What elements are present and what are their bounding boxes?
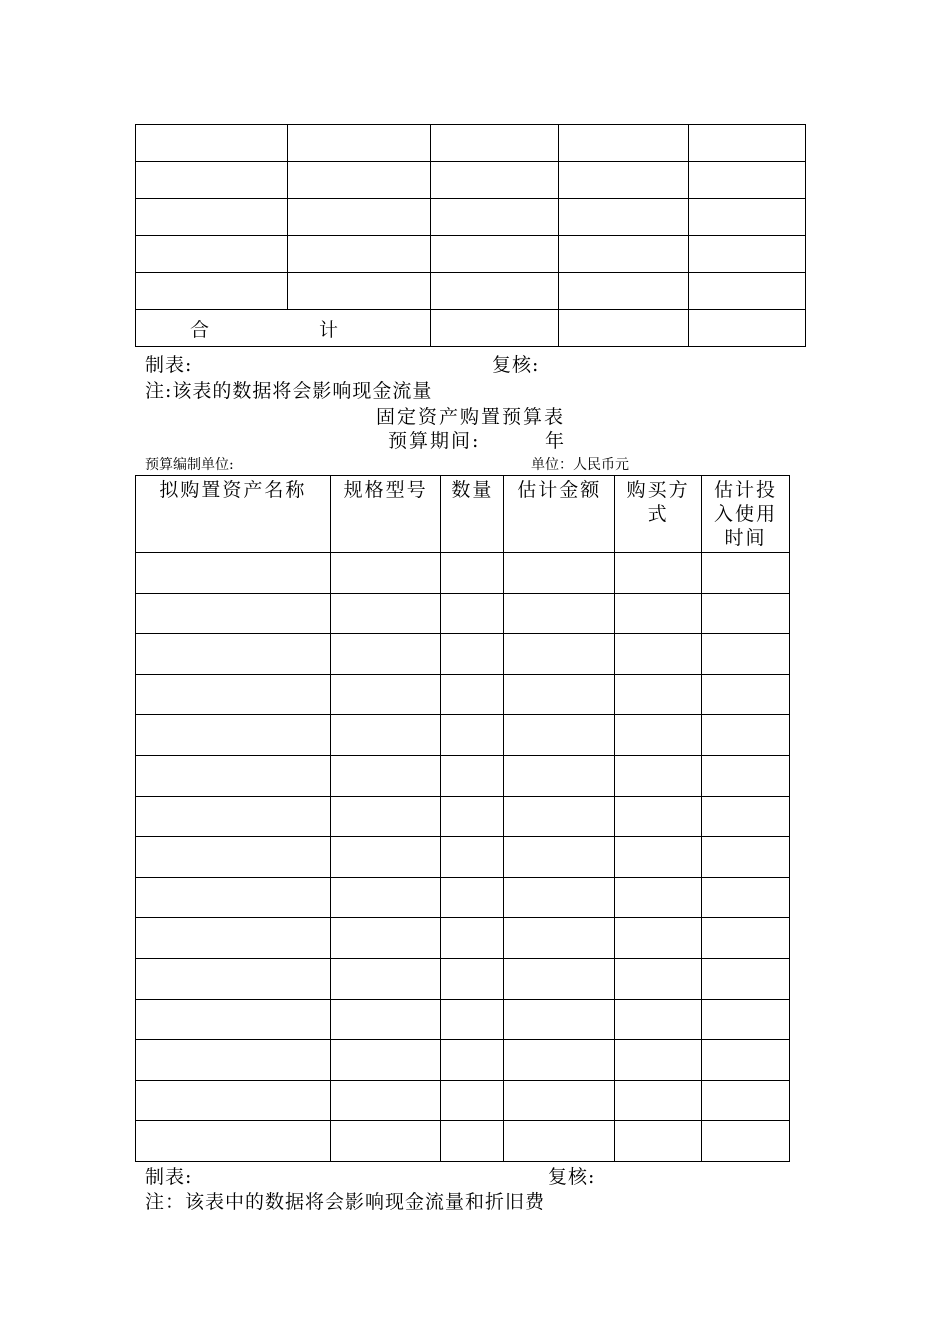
asset-table-continued [135,124,806,347]
table-cell [441,593,504,634]
table-cell [615,715,702,756]
table-cell [330,553,441,594]
table-cell [441,1121,504,1162]
table-cell [136,877,331,918]
table-cell [702,999,790,1040]
maker-label-2: 制表: [145,1166,193,1188]
table-row [136,877,790,918]
table-cell [136,1080,331,1121]
table-cell [504,1080,615,1121]
currency-label: 单位：人民币元 [531,457,629,473]
table-cell [504,634,615,675]
header-spec-model: 规格型号 [330,476,441,553]
table-cell [441,837,504,878]
table-cell [441,918,504,959]
table-cell [441,755,504,796]
table-cell [136,796,331,837]
table-cell [702,715,790,756]
header-purchase-line-2: 式 [647,503,669,525]
table-cell [702,796,790,837]
table-cell [504,553,615,594]
table-cell [504,1121,615,1162]
header-purchase-method [615,476,702,553]
table-cell [330,715,441,756]
table-cell [136,999,331,1040]
table-row [136,1121,790,1162]
table-cell [136,715,331,756]
table-cell [615,837,702,878]
total-label-left: 合 [190,318,210,341]
table-cell [615,593,702,634]
page-title: 固定资产购置预算表 [376,406,566,428]
table-row [136,593,790,634]
table-cell [702,1121,790,1162]
table-cell [330,837,441,878]
table-cell [330,796,441,837]
table-row [136,755,790,796]
table-row [136,715,790,756]
total-row [136,310,806,347]
header-time-line-1: 估计投 [714,479,778,501]
table-cell [702,634,790,675]
table-cell [504,755,615,796]
table-cell [136,1040,331,1081]
table-cell [702,1040,790,1081]
maker-label-1: 制表: [145,354,193,376]
table-cell [504,593,615,634]
header-quantity: 数量 [441,476,504,553]
header-asset-name: 拟购置资产名称 [136,476,331,553]
table-cell [330,1040,441,1081]
table-cell [330,634,441,675]
table-cell [441,674,504,715]
table-cell [504,918,615,959]
table-cell [615,553,702,594]
table-cell [615,1121,702,1162]
table-cell [136,918,331,959]
table-cell [441,715,504,756]
table-cell [615,918,702,959]
total-label-cell [136,310,431,347]
table-cell [136,553,331,594]
table-cell [330,999,441,1040]
table-row [136,674,790,715]
table-cell [702,593,790,634]
total-label-right: 计 [319,318,339,341]
table-cell [136,755,331,796]
table-row [136,999,790,1040]
table-cell [441,958,504,999]
table-cell [136,674,331,715]
table-cell [330,674,441,715]
table-cell [702,837,790,878]
table-row [136,918,790,959]
table-cell [504,674,615,715]
table-cell [136,958,331,999]
table-cell [615,1080,702,1121]
table-cell [330,958,441,999]
reviewer-label-1: 复核: [492,354,540,376]
table-cell [504,1040,615,1081]
table-cell [330,1121,441,1162]
header-time-line-3: 时间 [724,527,767,549]
table-cell [615,796,702,837]
table-cell [615,877,702,918]
table-cell [504,999,615,1040]
table-row [136,634,790,675]
table-row [136,125,806,162]
table-cell [615,1040,702,1081]
note-1: 注:该表的数据将会影响现金流量 [145,380,433,402]
table-cell [136,634,331,675]
table-cell [504,837,615,878]
table-cell [441,553,504,594]
table-cell [702,755,790,796]
table-cell [504,877,615,918]
table-cell [330,918,441,959]
table-cell [441,1040,504,1081]
table-cell [504,796,615,837]
table-cell [441,796,504,837]
period-label: 预算期间: [388,430,481,452]
table-row [136,199,806,236]
table-cell [441,999,504,1040]
header-estimated-amount: 估计金额 [504,476,615,553]
table-cell [615,755,702,796]
table-cell [441,1080,504,1121]
table-cell [330,593,441,634]
table-row [136,837,790,878]
period-year: 年 [545,430,566,452]
table-row [136,273,806,310]
table-cell [330,877,441,918]
fixed-asset-budget-table [135,475,790,1162]
table-row [136,236,806,273]
table-header-row [136,476,790,553]
table-row [136,1080,790,1121]
table-row [136,1040,790,1081]
table-row [136,553,790,594]
table-cell [702,553,790,594]
table-cell [702,877,790,918]
budget-unit-label: 预算编制单位: [145,457,234,473]
table-row [136,162,806,199]
table-cell [615,674,702,715]
table-cell [330,755,441,796]
reviewer-label-2: 复核: [548,1166,596,1188]
table-cell [504,958,615,999]
table-cell [504,715,615,756]
table-cell [136,1121,331,1162]
note-2: 注：该表中的数据将会影响现金流量和折旧费 [145,1191,546,1213]
table-cell [702,1080,790,1121]
table-cell [702,958,790,999]
table-cell [615,958,702,999]
table-cell [136,837,331,878]
table-cell [136,593,331,634]
table-cell [441,877,504,918]
table-cell [702,674,790,715]
table-cell [441,634,504,675]
table-cell [615,999,702,1040]
header-time-line-2: 入使用 [714,503,778,525]
table-cell [702,918,790,959]
table-cell [330,1080,441,1121]
header-estimated-use-time [702,476,790,553]
table-row [136,796,790,837]
header-purchase-line-1: 购买方 [626,479,690,501]
table-cell [615,634,702,675]
table-row [136,958,790,999]
